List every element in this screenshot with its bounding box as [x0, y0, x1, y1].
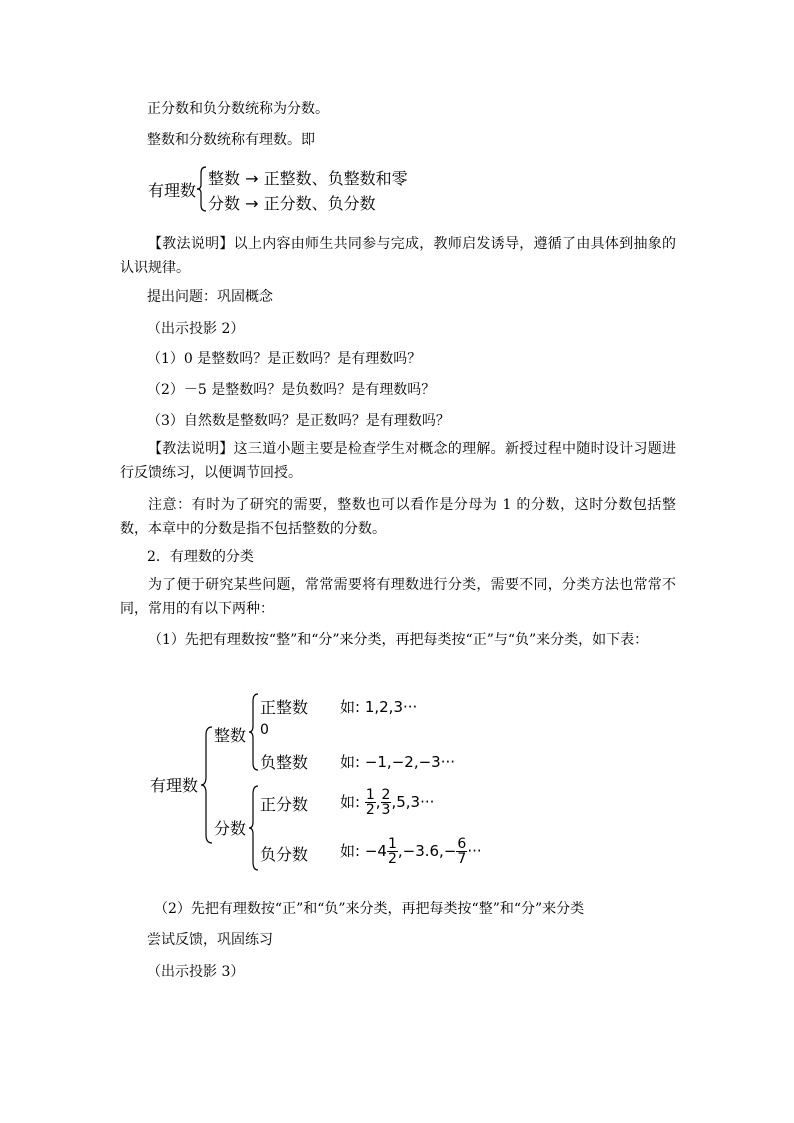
- feedback-heading: 尝试反馈，巩固练习: [147, 932, 273, 948]
- summary-row-2: 分数 → 正分数、负分数: [208, 194, 376, 213]
- example-tail: ,5,3···: [391, 793, 435, 811]
- teaching-note-tag: 【教法说明】: [148, 236, 234, 252]
- method-1-paragraph: （1）先把有理数按“整”和“分”来分类，再把每类按“正”与“负”来分类，如下表：: [148, 632, 649, 648]
- teaching-note-1: [120, 232, 676, 280]
- method-2-paragraph: （2）先把有理数按“正”和“负”来分类，再把每类按“整”和“分”来分类: [154, 901, 585, 917]
- question-1: （1）0 是整数吗？是正数吗？是有理数吗？: [147, 351, 422, 367]
- fraction-one-half: [387, 837, 398, 866]
- positive-fractions-label: 正分数: [260, 795, 309, 814]
- denominator: 2: [365, 802, 375, 818]
- example-separator: ,: [375, 793, 381, 811]
- numerator: 1: [365, 787, 375, 803]
- summary-brace: [196, 165, 208, 213]
- intro-line-2: 整数和分数统称有理数。即: [147, 132, 315, 148]
- projection-2: （出示投影 2）: [147, 321, 245, 337]
- question-3: （3）自然数是整数吗？是正数吗？是有理数吗？: [147, 413, 450, 429]
- fractions-label: 分数: [214, 819, 247, 838]
- fractions-brace: [248, 784, 260, 872]
- negative-fractions-example: [340, 832, 482, 870]
- numerator: 2: [381, 787, 391, 803]
- positive-integers-example: 如: 1,2,3···: [340, 698, 418, 716]
- negative-integers-example: 如: −1,−2,−3···: [340, 753, 455, 771]
- example-prefix: 如: −4: [340, 842, 387, 860]
- summary-root: 有理数: [148, 181, 197, 200]
- denominator: 2: [387, 851, 397, 867]
- section-2-paragraph: 为了便于研究某些问题，常常需要将有理数进行分类，需要不同，分类方法也常常不同，常用的有以下两种：: [120, 577, 676, 617]
- teaching-note-2: [120, 437, 676, 485]
- integers-label: 整数: [214, 726, 247, 745]
- positive-integers-label: 正整数: [260, 698, 309, 717]
- root-brace: [200, 725, 214, 845]
- summary-row-1: 整数 → 正整数、负整数和零: [208, 169, 408, 188]
- zero-label: 0: [260, 722, 269, 738]
- denominator: 3: [381, 802, 391, 818]
- numerator: 6: [457, 836, 467, 852]
- example-middle: ,−3.6,−: [397, 842, 457, 860]
- negative-fractions-label: 负分数: [260, 845, 309, 864]
- negative-integers-label: 负整数: [260, 753, 309, 772]
- classification-root: 有理数: [150, 776, 199, 795]
- projection-3: （出示投影 3）: [147, 964, 245, 980]
- numerator: 1: [387, 836, 397, 852]
- example-prefix: 如:: [340, 793, 361, 811]
- example-tail: ···: [467, 842, 482, 860]
- intro-line-1: 正分数和负分数统称为分数。: [147, 101, 329, 117]
- fraction-one-half: [365, 788, 376, 817]
- denominator: 7: [457, 851, 467, 867]
- integers-brace: [248, 692, 260, 772]
- fraction-two-thirds: [381, 788, 392, 817]
- section-2-title: 2．有理数的分类: [147, 549, 254, 565]
- teaching-note-tag: 【教法说明】: [148, 441, 234, 457]
- fraction-six-sevenths: [456, 837, 467, 866]
- teaching-note-text: 以上内容由师生共同参与完成，教师启发诱导，遵循了由具体到抽象的认识规律。: [120, 236, 677, 276]
- question-heading: 提出问题：巩固概念: [147, 289, 273, 305]
- question-2: （2）－5 是整数吗？是负数吗？是有理数吗？: [147, 382, 436, 398]
- attention-paragraph: 注意：有时为了研究的需要，整数也可以看作是分母为 1 的分数，这时分数包括整数，本章中的分数是指不包括整数的分数。: [120, 497, 676, 537]
- teaching-note-text: 这三道小题主要是检查学生对概念的理解。新授过程中随时设计习题进行反馈练习，以便调节回授。: [120, 441, 677, 481]
- positive-fractions-example: [340, 784, 434, 820]
